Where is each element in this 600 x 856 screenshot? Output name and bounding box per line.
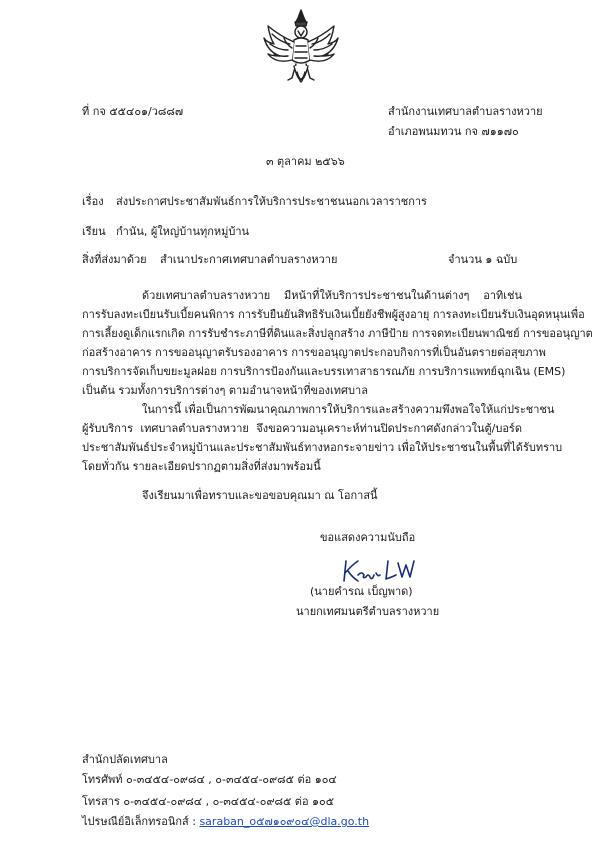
recipient-label: เรียน [82,225,106,238]
signer-name: (นายคำรณ เบ็ญพาด) [310,585,413,598]
paragraph-line: การรับลงทะเบียนรับเบี้ยคนพิการ การรับยืนยันสิทธิรับเงินเบี้ยยังชีพผู้สูงอายุ การลงทะเบียนรับเงินอุดหนุนเพื่อ [82,308,585,321]
paragraph-line: ผู้รับบริการ เทศบาลตำบลรางหวาย จึงขอความอนุเคราะห์ท่านปิดประกาศดังกล่าวในตู้/บอร์ด [82,422,522,435]
paragraph-line: ก่อสร้างอาคาร การขออนุญาตรับรองอาคาร การขออนุญาตประกอบกิจการที่เป็นอันตรายต่อสุขภาพ [82,346,546,359]
paragraph-line: เป็นต้น รวมทั้งการบริการต่างๆ ตามอำนาจหน้าที่ของเทศบาล [82,384,368,397]
document-date: ๓ ตุลาคม ๒๕๖๖ [266,155,345,168]
signature-image [340,555,420,587]
footer-email-line [82,814,369,830]
footer-fax: โทรสาร ๐-๓๔๕๔-๐๙๘๔ , ๐-๓๔๕๔-๐๙๘๕ ต่อ ๑๐๕ [82,795,335,808]
subject-label: เรื่อง [82,195,104,208]
paragraph-line: ด้วยเทศบาลตำบลรางหวาย มีหน้าที่ให้บริการประชาชนในด้านต่างๆ อาทิเช่น [142,289,522,302]
paragraph-line: ประชาสัมพันธ์ประจำหมู่บ้านและประชาสัมพันธ์ทางหอกระจายข่าว เพื่อให้ประชาชนในพื้นที่ได้รับทราบ [82,441,563,454]
email-link[interactable]: saraban_o๕๗๑๐๙๐๔@dla.go.th [199,815,370,828]
footer-department: สำนักปลัดเทศบาล [82,753,168,766]
attachment-label: สิ่งที่ส่งมาด้วย [82,253,147,266]
footer-phone: โทรศัพท์ ๐-๓๔๕๔-๐๙๘๔ , ๐-๓๔๕๔-๐๙๘๕ ต่อ ๑๐๔ [82,773,337,786]
paragraph-line: โดยทั่วกัน รายละเอียดปรากฏตามสิ่งที่ส่งมาพร้อมนี้ [82,460,321,473]
garuda-emblem [262,8,340,98]
paragraph-line: การบริการจัดเก็บขยะมูลฝอย การบริการป้องกันและบรรเทาสาธารณภัย การบริการแพทย์ฉุกเฉิน (EMS) [82,365,566,378]
paragraph-line: ในการนี้ เพื่อเป็นการพัฒนาคุณภาพการให้บริการและสร้างความพึงพอใจให้แก่ประชาชน [142,403,555,416]
signer-position: นายกเทศมนตรีตำบลรางหวาย [296,605,440,618]
attachment-count: จำนวน ๑ ฉบับ [448,253,518,266]
body-paragraph-1 [82,286,593,400]
body-paragraph-2 [82,400,563,476]
email-label: ไปรษณีย์อิเล็กทรอนิกส์ : [82,815,196,828]
subject-text: ส่งประกาศประชาสัมพันธ์การให้บริการประชาชนนอกเวลาราชการ [116,195,427,208]
office-address: อำเภอพนมทวน กจ ๗๑๑๗๐ [388,125,519,138]
attachment-text: สำเนาประกาศเทศบาลตำบลรางหวาย [160,253,338,266]
paragraph-line: การเลี้ยงดูเด็กแรกเกิด การรับชำระภาษีที่ดินและสิ่งปลูกสร้าง ภาษีป้าย การจดทะเบียนพาณิชย์ การขออนุญาต [82,327,593,340]
closing-salutation: ขอแสดงความนับถือ [320,531,416,544]
body-paragraph-3: จึงเรียนมาเพื่อทราบและขอขอบคุณมา ณ โอกาสนี้ [142,489,378,502]
office-name: สำนักงานเทศบาลตำบลรางหวาย [388,105,543,118]
recipient-text: กำนัน, ผู้ใหญ่บ้านทุกหมู่บ้าน [116,225,250,238]
document-number: ที่ กจ ๕๕๔๐๑/ว๘๘๗ [82,105,184,118]
